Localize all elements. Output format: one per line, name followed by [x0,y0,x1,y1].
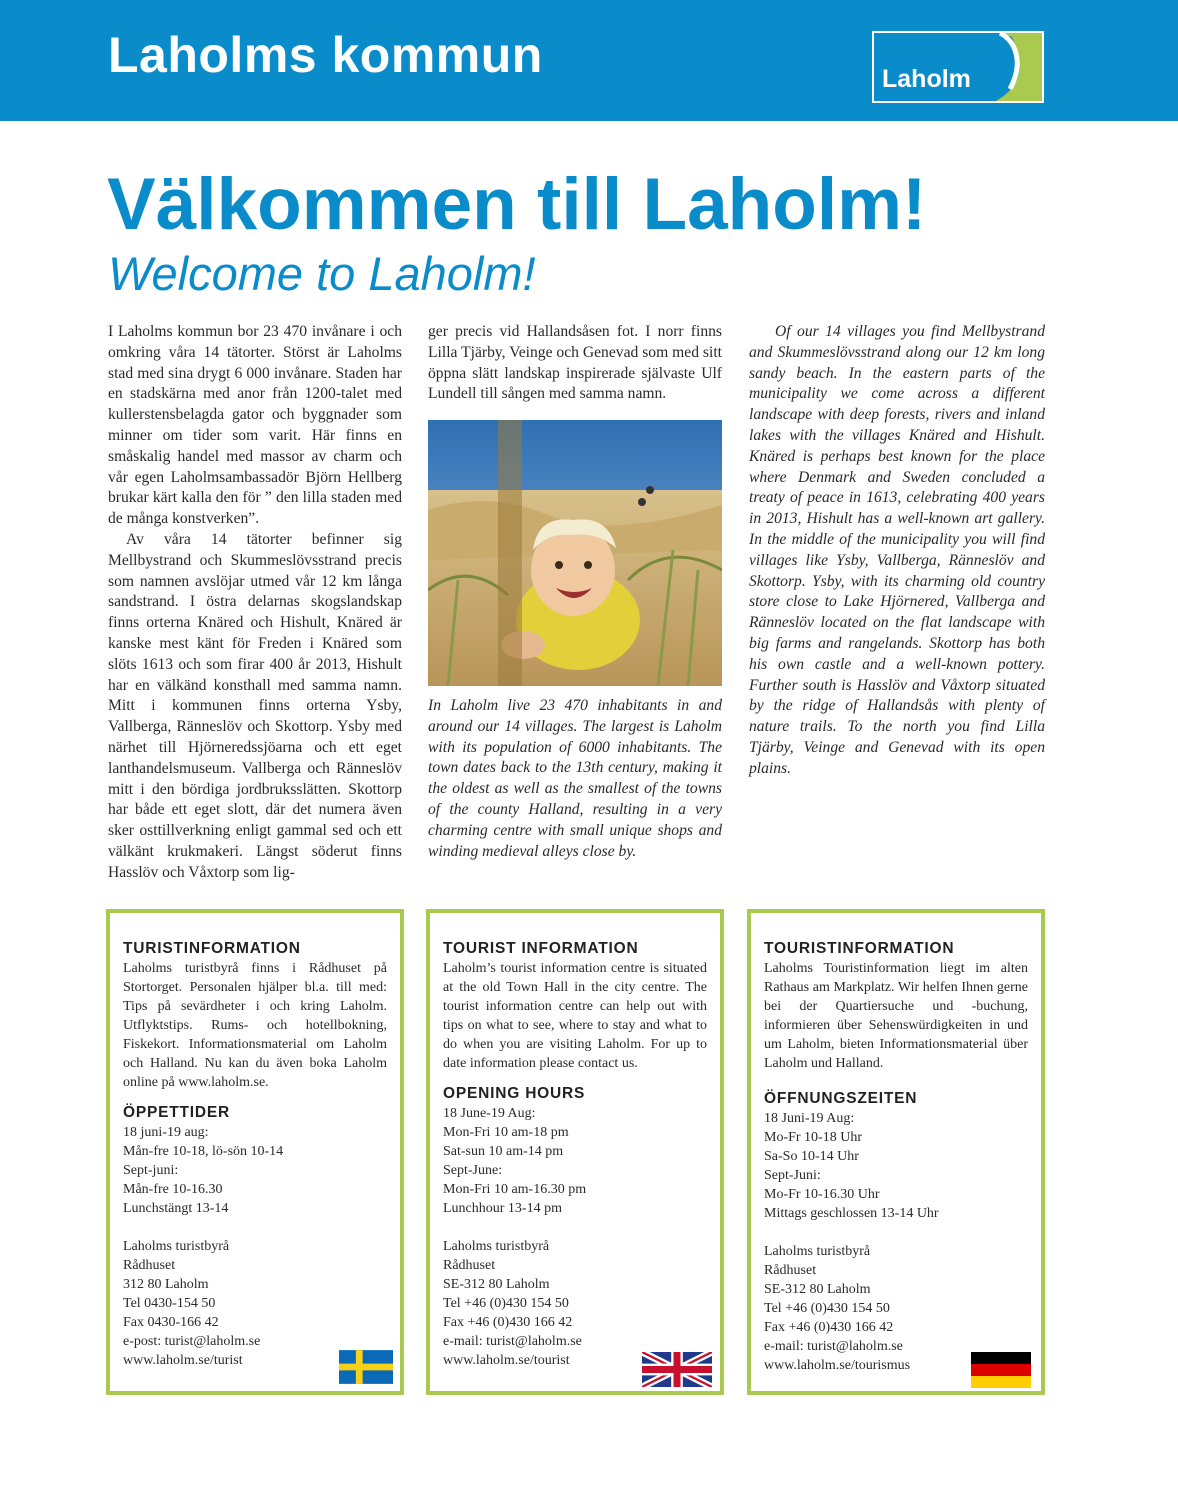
hours-line: Sept-Juni: [764,1168,821,1183]
hours-line: Sept-June: [443,1163,503,1178]
hours-line: Lunchhour 13-14 pm [443,1201,562,1216]
logo-swoosh-icon [990,33,1042,101]
photo-child-on-dunes [428,420,722,686]
hours-line: Mån-fre 10-18, lö-sön 10-14 [123,1144,284,1159]
contact-line: 312 80 Laholm [123,1277,209,1292]
contact-line: Tel 0430-154 50 [123,1296,216,1311]
contact-line: Laholms turistbyrå [123,1239,230,1254]
contact-line: Fax +46 (0)430 166 42 [443,1315,573,1330]
info-box-swedish [106,909,404,1395]
hours-line: Sept-juni: [123,1163,179,1178]
hours-line: 18 juni-19 aug: [123,1125,209,1140]
contact-line: Rådhuset [123,1258,176,1273]
contact-website-link[interactable]: www.laholm.se/tourist [443,1353,570,1368]
contact-line: Fax +46 (0)430 166 42 [764,1320,894,1335]
info-text: Laholms turistbyrå finns i Rådhuset på Stortorget. Personalen hjälper bl.a. till med: Tips på sevärdheter i och kring Laholm. Utflyktstips. Rums- och hotellbokning, Fiskekort. Informationsmaterial om Laholm och Halland. Nu kan du även boka Laholm online på www.laholm.se. [123,961,387,1090]
hours-heading: ÖFFNUNGSZEITEN [764,1090,918,1107]
uk-flag-icon [642,1352,712,1387]
contact-line: SE-312 80 Laholm [443,1277,550,1292]
contact-line: Rådhuset [764,1263,817,1278]
contact-line: Laholms turistbyrå [764,1244,871,1259]
swedish-paragraph-2-start [108,530,402,884]
swedish-paragraph-1: I Laholms kommun bor 23 470 invånare i och omkring våra 14 tätorter. Störst är Laholms stad med sina drygt 6 000 invånare. Staden har en stadskärna med anor från 1200-talet med kullerstensbelagda gator och byggnader som minner om tider som varit. Här finns en småskalig handel med massor av charm och vår egen Laholmsambassadör Björn Hellberg brukar kärt kalla den för ” den lilla staden med de många konstverken”. [108,323,402,528]
contact-line: Rådhuset [443,1258,496,1273]
laholm-logo [872,31,1044,103]
contact-email[interactable]: e-mail: turist@laholm.se [764,1339,903,1354]
contact-line: Tel +46 (0)430 154 50 [764,1301,890,1316]
header-title: Laholms kommun [108,27,543,83]
hours-line: Lunchstängt 13-14 [123,1201,229,1216]
hours-line: Mon-Fri 10 am-18 pm [443,1125,569,1140]
info-box-german [747,909,1045,1395]
page-subtitle: Welcome to Laholm! [108,247,536,300]
hours-line: Mo-Fr 10-16.30 Uhr [764,1187,880,1202]
swedish-paragraph-2-part-2: ger precis vid Hallandsåsen fot. I norr finns Lilla Tjärby, Veinge och Genevad som med sitt öppna slätt landskap inspirerade självaste Ulf Lundell till sången med samma namn. [428,323,722,403]
english-paragraph-2: Of our 14 villages you find Mellbystrand and Skummeslövsstrand along our 12 km long sandy beach. In the eastern parts of the municipality we come across a different landscape with deep forests, rivers and inland lakes with the villages Knäred and Hishult. Knäred is perhaps best known for the place where Denmark and Sweden concluded a treaty of peace in 1613, celebrating 400 years in 2013, Hishult has a well-known art gallery. In the middle of the municipality you will find villages like Ysby, Vallberga, Ränneslöv and Skottorp. Ysby, with its charming old country store close to Lake Hjörnered, Vallberga and Ränneslöv located on the flat landscape with big farms and rangelands. Skottorp has both his own castle and a well-known pottery. Further south is Hasslöv and Våxtorp situated by the ridge of Hallandsås with plenty of nature trails. To the north you find Lilla Tjärby, Veinge and Genevad with its open plains. [749,323,1045,777]
info-heading: TOURIST INFORMATION [443,940,639,957]
contact-email[interactable]: e-mail: turist@laholm.se [443,1334,582,1349]
swedish-paragraph-2-part-1: Av våra 14 tätorter befinner sig Mellbystrand och Skummeslövsstrand precis som namnen avslöjar utmed vår 12 km långa sandstrand. I östra delarnas skogslandskap finns orterna Knäred och Hishult, Knäred är kanske mest känt för Freden i Knäred som slöts 1613 och som firar 400 år 2013, Hishult har en välkänd konsthall med samma namn. Mitt i kommunen finns orterna Ysby, Vallberga, Ränneslöv och Skottorp. Ysby med närhet till Hjörneredssjöarna och ett eget lanthandelsmuseum. Vallberga och Ränneslöv mitt i den bördiga jordbruksslätten. Skottorp har både ett eget slott, där det numera även sker osttillverkning enligt gammal sed och ett välkänt krukmakeri. Längst söderut finns Hasslöv och Våxtorp som lig- [108,530,402,881]
contact-email[interactable]: e-post: turist@laholm.se [123,1334,261,1349]
page-title: Välkommen till Laholm! [107,164,927,245]
header-banner [0,0,1178,121]
english-paragraph-1: In Laholm live 23 470 inhabitants in and around our 14 villages. The largest is Laholm with its population of 6000 inhabitants. The town dates back to the 13th century, making it the oldest as well as the smallest of the towns of the county Halland, resulting in a very charming centre with small unique shops and winding medieval alleys close by. [428,697,722,860]
contact-list [443,1237,707,1370]
swedish-text-continued [428,322,722,405]
sweden-flag-icon [339,1349,393,1385]
contact-website-link[interactable]: www.laholm.se/tourismus [764,1358,911,1373]
hours-line: Mo-Fr 10-18 Uhr [764,1130,862,1145]
hours-line: Mån-fre 10-16.30 [123,1182,223,1197]
hours-line: 18 June-19 Aug: [443,1106,536,1121]
contact-website-link[interactable]: www.laholm.se/turist [123,1353,243,1368]
germany-flag-icon [971,1352,1031,1388]
contact-line: Laholms turistbyrå [443,1239,550,1254]
logo-text: Laholm [882,65,971,93]
english-text-column [749,322,1045,780]
hours-line: 18 Juni-19 Aug: [764,1111,855,1126]
hours-line: Mon-Fri 10 am-16.30 pm [443,1182,587,1197]
info-heading: TOURISTINFORMATION [764,940,955,957]
swedish-text-column [108,322,402,884]
english-intro-column [428,696,722,862]
contact-line: Tel +46 (0)430 154 50 [443,1296,569,1311]
hours-line: Mittags geschlossen 13-14 Uhr [764,1206,939,1221]
hours-list [123,1123,387,1218]
contact-line: SE-312 80 Laholm [764,1282,871,1297]
info-heading: TURISTINFORMATION [123,940,301,957]
info-text: Laholms Touristinformation liegt im alten Rathaus am Markplatz. Wir helfen Ihnen gerne bei der Quartiersuche und -buchung, informieren über Sehenswürdigkeiten in und um Laholm, bieten Informationsmaterial über Laholm und Halland. [764,961,1028,1071]
info-box-english [426,909,724,1395]
contact-line: Fax 0430-166 42 [123,1315,219,1330]
hours-list [764,1109,1028,1223]
info-text: Laholm’s tourist information centre is situated at the old Town Hall in the city centre. The tourist information centre can help out with tips on what to see, where to stay and what to do when you are visiting Laholm. For up to date information please contact us. [443,961,707,1071]
hours-list [443,1104,707,1218]
hours-heading: OPENING HOURS [443,1085,586,1102]
swedish-paragraph-2-end [428,322,722,405]
hours-heading: ÖPPETTIDER [123,1104,231,1121]
hours-line: Sa-So 10-14 Uhr [764,1149,859,1164]
hours-line: Sat-sun 10 am-14 pm [443,1144,564,1159]
